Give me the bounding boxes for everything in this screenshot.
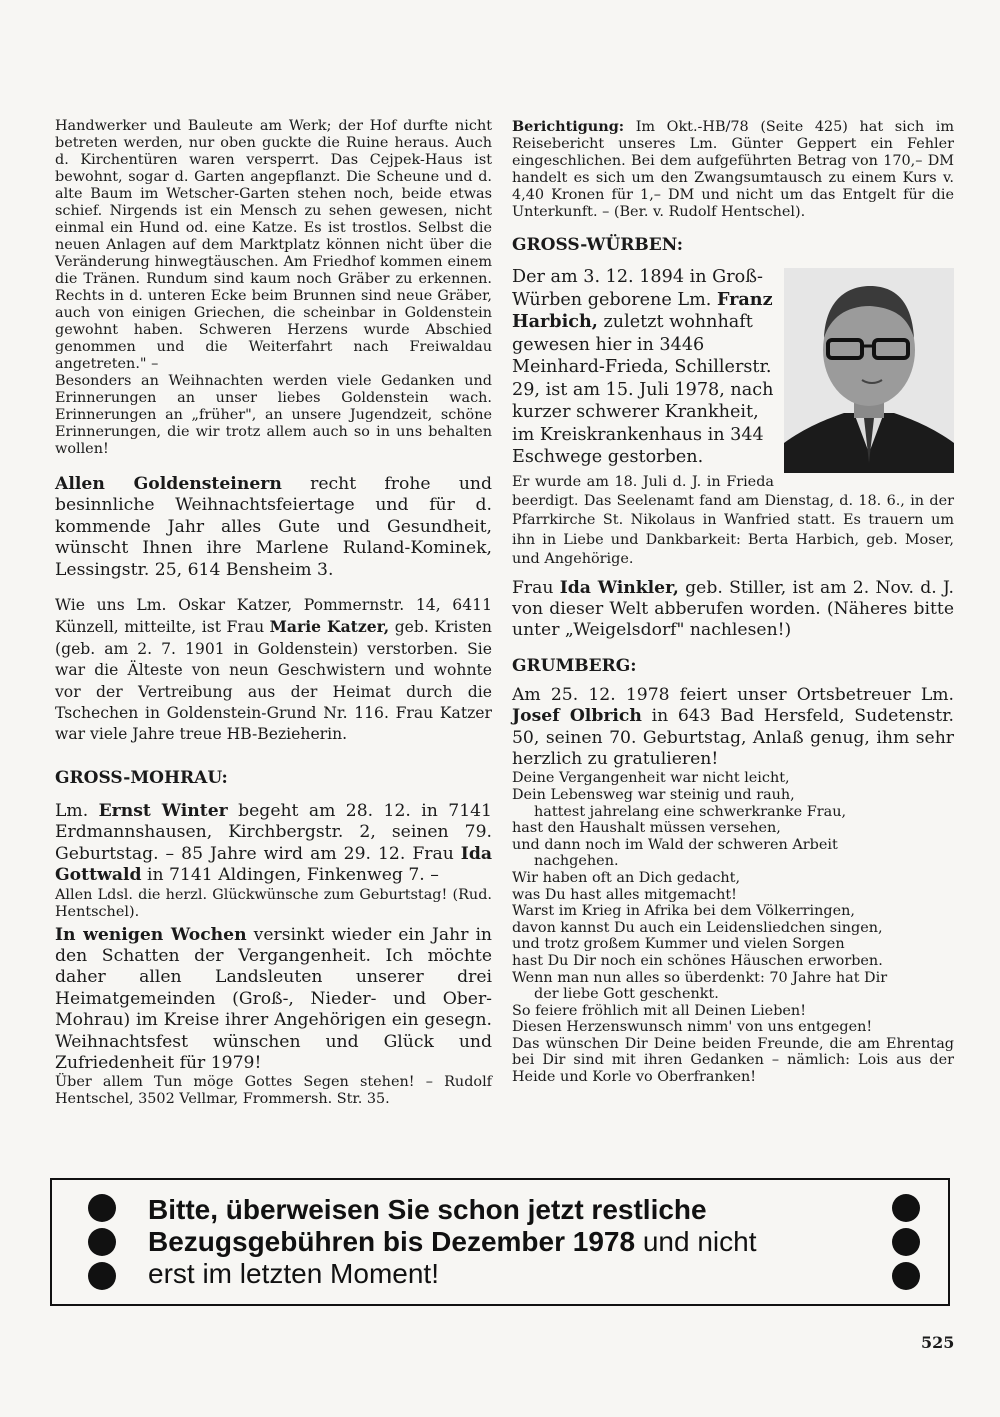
winter-text-a: Lm. [55,800,99,821]
poem-line: Diesen Herzenswunsch nimm' von uns entgegen! [512,1019,873,1036]
katzer-text-a: Wie uns Lm. Oskar Katzer, Pommernstr. 14, 6411 Künzell, mitteilte, ist Frau [55,596,492,637]
right-column [512,118,954,1086]
reminder-line-1: Bitte, überweisen Sie schon jetzt restliche [148,1194,707,1225]
bullet-dot-icon [88,1228,116,1256]
harbich-text-a: Der am 3. 12. 1894 in Groß-Würben geborene Lm. [512,267,763,310]
correction-notice [512,118,954,221]
greeting-bold: Allen Goldensteinern [55,474,282,494]
poem-line: hattest jahrelang eine schwerkranke Frau, [534,803,847,820]
poem-line: Dein Lebensweg war steinig und rauh, [512,786,795,803]
correction-rest: Im Okt.-HB/78 (Seite 425) hat sich im Reisebericht unseres Lm. Günter Geppert ein Fehler eingeschlichen. Bei dem aufgeführten Betrag von 170,– DM handelt es sich um den Zwangsumtausch zu einem Kurs v. 4,40 Kronen für 1,– DM und nicht um das Entgelt für die Unterkunft. – (Ber. v. Rudolf Hentschel). [512,119,954,220]
winter-birthday [55,801,492,887]
closing-blessing: Über allem Tun möge Gottes Segen stehen! – Rudolf Hentschel, 3502 Vellmar, Frommersh. Str. 35. [55,1074,492,1108]
reminder-line-2 [148,1226,756,1258]
winkler-text-a: Frau [512,577,560,598]
bullet-dot-icon [88,1262,116,1290]
poem-line: Warst im Krieg in Afrika bei dem Völkerringen, [512,903,855,920]
gottwald-name: Ida Gottwald [55,843,492,886]
harbich-funeral: Er wurde am 18. Juli d. J. in Frieda beerdigt. Das Seelenamt fand am Dienstag, d. 18. 6., in der Pfarrkirche St. Nikolaus in Wanfried statt. Es trauern um ihn in Liebe und Dankbarkeit: Berta Harbich, geb. Moser, und Angehörige. [512,473,954,568]
poem-line: hast den Haushalt müssen versehen, [512,820,781,837]
bullet-dot-icon [892,1228,920,1256]
page-number: 525 [921,1333,955,1352]
poem-line: was Du hast alles mitgemacht! [512,886,737,903]
wochen-bold: In wenigen Wochen [55,924,247,945]
reminder-line-3: erst im letzten Moment! [148,1258,439,1289]
reminder-line-2-rest: und nicht [635,1226,757,1257]
katzer-name: Marie Katzer, [269,617,390,637]
greeting-rest: recht frohe und besinnliche Weihnachtsfeiertage und für d. kommende Jahr alles Gute und Gesundheit, wünscht Ihnen ihre Marlene Ruland-Kominek, Lessingstr. 25, 614 Bensheim 3. [55,474,492,580]
reminder-line-2-bold: Bezugsgebühren bis Dezember 1978 [148,1226,636,1257]
olbrich-birthday [512,685,954,771]
olbrich-text-a: Am 25. 12. 1978 feiert unser Ortsbetreuer Lm. [512,684,954,705]
poem-line: Das wünschen Dir Deine beiden Freunde, die am Ehrentag bei Dir sind mit ihren Gedanken – nämlich: Lois aus der Heide und Korle vo Oberfranken! [512,1035,954,1086]
winter-text-c: in 7141 Aldingen, Finkenweg 7. – [141,865,439,886]
poem-line: der liebe Gott geschenkt. [534,986,719,1003]
portrait-image [784,268,954,473]
winkler-text-b: geb. Stiller, ist am 2. Nov. d. J. von dieser Welt abberufen worden. (Näheres bitte unter „Weigelsdorf" nachlesen!) [512,577,954,641]
goldenstein-greeting [55,474,492,581]
correction-bold: Berichtigung: [512,118,625,135]
poem-line: Wir haben oft an Dich gedacht, [512,869,741,886]
poem-line: und dann noch im Wald der schweren Arbeit [512,836,838,853]
christmas-memories-text: Besonders an Weihnachten werden viele Gedanken und Erinnerungen an unser liebes Goldenstein wach. Erinnerungen an „früher", an unsere Jugendzeit, schöne Erinnerungen, die wir trotz allem auch so in uns behalten wollen! [55,373,492,457]
harbich-block [512,266,954,570]
birthday-poem [512,770,954,1085]
bullet-dot-icon [88,1194,116,1222]
bullet-dot-icon [892,1194,920,1222]
harbich-name: Franz Harbich, [512,288,773,332]
winter-greetings: Allen Ldsl. die herzl. Glückwünsche zum Geburtstag! (Rud. Hentschel). [55,886,492,920]
olbrich-name: Josef Olbrich [512,706,642,727]
katzer-text-b: geb. Kristen (geb. am 2. 7. 1901 in Goldenstein) verstorben. Sie war die Älteste von neun Geschwistern und wohnte vor der Vertreibung aus der Heimat durch die Tschechen in Goldenstein-Grund Nr. 116. Frau Katzer war viele Jahre treue HB-Bezieherin. [55,618,492,744]
payment-reminder-text [148,1194,756,1290]
winter-text-b: begeht am 28. 12. in 7141 Erdmannshausen, Kirchbergstr. 2, seinen 79. Geburtstag. – 85 Jahre wird am 29. 12. Frau [55,800,492,864]
poem-line: Wenn man nun alles so überdenkt: 70 Jahre hat Dir [512,969,888,986]
wochen-rest: versinkt wieder ein Jahr in den Schatten der Vergangenheit. Ich möchte daher allen Landsleuten unserer drei Heimatgemeinden (Groß-, Nieder- und Ober-Mohrau) im Kreise ihrer Angehörigen ein gesegn. Weihnachtsfest wünschen und Glück und Zufriedenheit für 1979! [55,924,493,1073]
poem-line: und trotz großem Kummer und vielen Sorgen [512,936,845,953]
winkler-name: Ida Winkler, [559,577,679,598]
new-year-wishes [55,925,492,1075]
left-column [55,118,492,1108]
bullet-dot-icon [892,1262,920,1290]
poem-line: nachgehen. [534,853,619,870]
poem-line: Deine Vergangenheit war nicht leicht, [512,770,790,787]
travel-report-ending: Handwerker und Bauleute am Werk; der Hof durfte nicht betreten werden, nur oben guckte die Ruine heraus. Auch d. Kirchentüren waren versperrt. Das Cejpek-Haus ist bewohnt, sogar d. Garten angepflanzt. Die Scheune und d. alte Baum im Wetscher-Garten stehen noch, beide etwas schief. Nirgends ist ein Mensch zu sehen gewesen, nicht einmal ein Hund od. eine Katze. Es ist trostlos. Selbst die neuen Anlagen auf dem Marktplatz können nicht über die Veränderung hinwegtäuschen. Am Friedhof kommen einem die Tränen. Rundum sind kaum noch Gräber zu erkennen. Rechts in d. unteren Ecke beim Brunnen sind neue Gräber, auch von einigen Griechen, die scheinbar in Goldenstein gewohnt haben. Schweren Herzens wurde Abschied genommen und die Weiterfahrt nach Freiwaldau angetreten." – [55,118,492,372]
harbich-text-b: zuletzt wohnhaft gewesen hier in 3446 Meinhard-Frieda, Schillerstr. 29, ist am 15. Juli 1978, nach kurzer schwerer Krankheit, im Kreiskrankenhaus in 344 Eschwege gestorben. [512,312,774,467]
poem-line: davon kannst Du auch ein Leidensliedchen singen, [512,919,883,936]
olbrich-text-b: in 643 Bad Hersfeld, Sudetenstr. 50, seinen 70. Geburtstag, Anlaß genug, ihm sehr herzlich zu gratulieren! [512,706,954,769]
poem-line: hast Du Dir noch ein schönes Häuschen erworben. [512,952,883,969]
heading-gross-mohrau: GROSS-MOHRAU: [55,767,228,788]
heading-gross-wuerben: GROSS-WÜRBEN: [512,235,683,255]
winter-name: Ernst Winter [98,800,228,821]
portrait-photo [784,268,954,473]
poem-line: So feiere fröhlich mit all Deinen Lieben! [512,1002,806,1019]
katzer-obituary [55,595,492,746]
heading-grumberg: GRUMBERG: [512,655,637,676]
winkler-notice [512,578,954,642]
payment-reminder-box [50,1178,950,1306]
